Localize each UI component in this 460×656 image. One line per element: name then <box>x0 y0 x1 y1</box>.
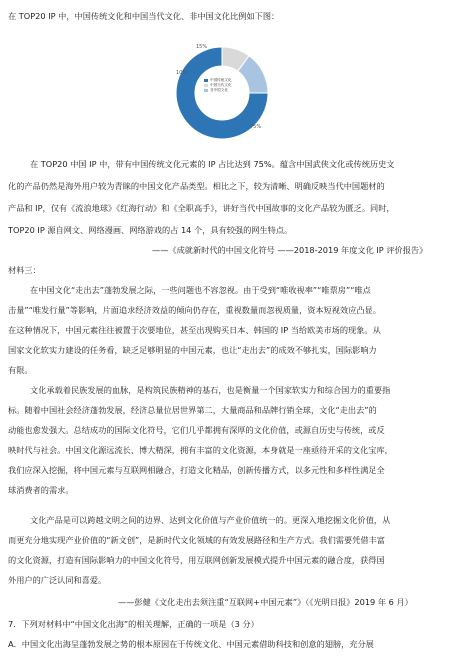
pie-chart <box>140 36 304 150</box>
legend-label: 非中国文化 <box>210 88 228 92</box>
material-3-title: 材料三： <box>8 265 41 275</box>
para3-line: 映时代与社会。中国文化源远流长、博大精深，拥有丰富的文化资源，本身就是一座亟待开采的文化宝库， <box>8 445 393 455</box>
para2-line: 在这种情况下，中国元素往往被置于次要地位，甚至出现购买日本、韩国的 IP 当给欧美市场的现象。从 <box>8 325 381 335</box>
para3-line: 球消费者的需求。 <box>8 485 74 495</box>
question-7: 7．下列对材料中“中国文化出海”的相关理解，正确的一项是（3 分） <box>8 619 259 629</box>
para2-line: 有限。 <box>8 365 33 375</box>
legend-label: 中国传统文化 <box>210 78 232 82</box>
para4-line: 外用户的广泛认同和喜爱。 <box>8 575 107 585</box>
para2-line: 击量”“唯发行量”等影响，片面追求经济效益的倾向仍存在，重视数量而忽视质量，资本短视效应凸显。 <box>8 305 381 315</box>
para3-line: 我们应深入挖掘，将中国元素与互联网相融合，打造文化精品，创新传播方式，以多元性和多样性满足全 <box>8 465 385 475</box>
slice-label-75: 75% <box>250 124 262 130</box>
legend-label: 中国当代文化 <box>210 83 232 87</box>
para2-line: 在中国文化“走出去”蓬勃发展之际，一些问题也不容忽视。由于受到“唯收视率”“唯票房”“唯点 <box>30 285 371 295</box>
donut-hole <box>196 67 249 120</box>
legend-item <box>204 88 232 93</box>
option-a: A．中国文化出海呈蓬勃发展之势的根本原因在于传统文化、中国元素借助科技和创意的翅膀，充分展 <box>8 639 374 649</box>
para2-line: 国家文化软实力建设的任务看，缺乏足够明显的中国元素，也让“走出去”的成效不够扎实，国际影响力 <box>8 345 377 355</box>
para1-line: TOP20 IP 源自网文、网络漫画、网络游戏的占 14 个，具有较强的网生特点。 <box>8 225 293 235</box>
para4-line: 文化产品是可以跨越文明之间的边界、达到文化价值与产业价值统一的。更深入地挖掘文化价值，从 <box>30 515 391 525</box>
para3-line: 标。随着中国社会经济蓬勃发展，经济总量位居世界第二，大量商品和品牌行销全球，文化“走出去”的 <box>8 405 377 415</box>
para4-line: 而更充分地实现产业价值的“新文创”，是新时代文化领域的有效发展路径和生产方式。我们需要凭借丰富 <box>8 535 385 545</box>
para1-line: 在 TOP20 中国 IP 中，带有中国传统文化元素的 IP 占比达到 75%。蕴含中国武侠文化或传统历史文 <box>30 159 395 169</box>
para3-line: 动能也愈发强大。总结成功的国际文化符号，它们几乎都拥有深厚的文化价值，或源自历史与传统，或反 <box>8 425 385 435</box>
para1-line: 化的产品仍然是海外用户较为青睐的中国文化产品类型。相比之下，较为清晰、明确反映当代中国题材的 <box>8 181 385 191</box>
citation-2: ——彭健《文化走出去须注重“互联网+中国元素”》（《光明日报》2019 年 6 月） <box>118 597 413 607</box>
slice-label-15: 15% <box>196 44 208 50</box>
slice-label-10: 10% <box>176 70 188 76</box>
para4-line: 的文化资源，打造有国际影响力的中国文化符号，用互联网创新发展模式提升中国元素的融合度，获得国 <box>8 555 385 565</box>
para1-line: 产品和 IP，仅有《流浪地球》《红海行动》和《全职高手》，讲好当代中国故事的文化产品较为匮乏。同时， <box>8 203 395 213</box>
para3-line: 文化承载着民族发展的血脉，是构筑民族精神的基石，也是衡量一个国家软实力和综合国力的重要指 <box>30 385 391 395</box>
chart-legend <box>204 78 232 93</box>
citation-1: ——《成就新时代的中国文化符号 ——2018-2019 年度文化 IP 评价报告》 <box>152 245 428 255</box>
intro-text: 在 TOP20 IP 中，中国传统文化和中国当代文化、非中国文化比例如下图： <box>8 11 280 21</box>
pie-chart-svg <box>140 36 304 150</box>
